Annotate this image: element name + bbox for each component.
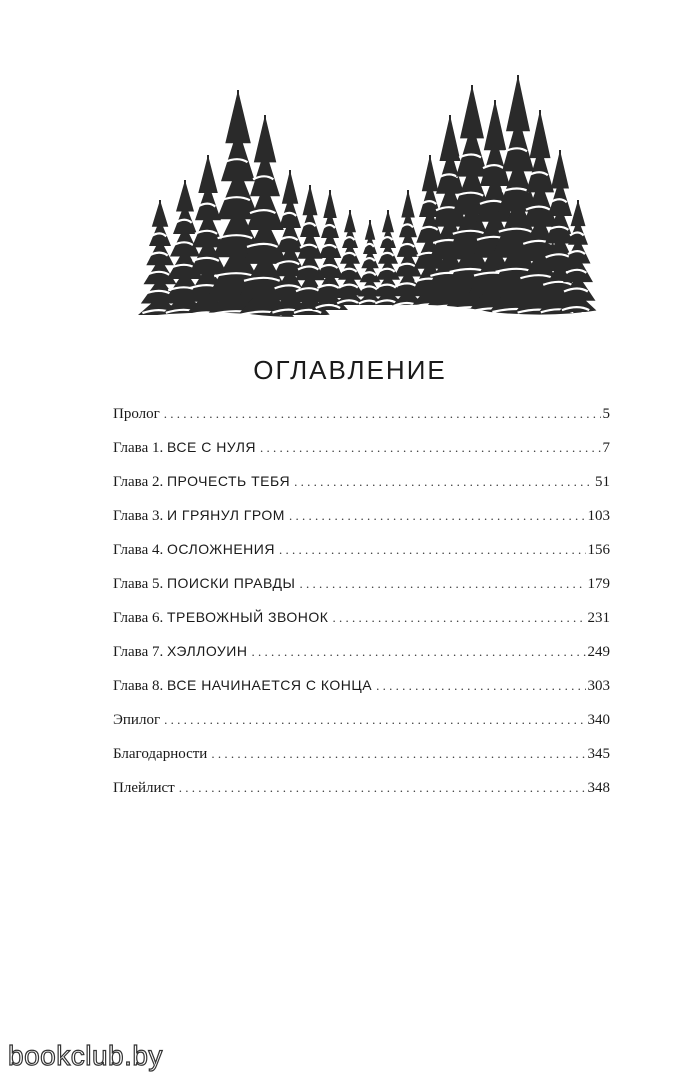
toc-page-number: 7	[602, 440, 610, 456]
toc-entry-chapter-5[interactable]	[113, 575, 610, 609]
toc-page-number: 340	[587, 712, 610, 728]
toc-page-number: 303	[587, 678, 610, 694]
forest-illustration	[130, 60, 600, 330]
toc-entry-label: Глава 3. И ГРЯНУЛ ГРОМ	[113, 507, 285, 524]
page-title: ОГЛАВЛЕНИЕ	[253, 355, 447, 385]
toc-entry-chapter-1[interactable]	[113, 439, 610, 473]
toc-entry-chapter-4[interactable]	[113, 541, 610, 575]
toc-page-number: 345	[587, 746, 610, 762]
leader-dots	[332, 610, 585, 626]
toc-entry-epilogue[interactable]	[113, 711, 610, 745]
toc-entry-label: Эпилог	[113, 712, 161, 728]
toc-entry-label: Глава 1. ВСЕ С НУЛЯ	[113, 439, 257, 456]
toc-entry-label: Глава 2. ПРОЧЕСТЬ ТЕБЯ	[113, 473, 291, 490]
toc-entry-label: Глава 8. ВСЕ НАЧИНАЕТСЯ С КОНЦА	[113, 677, 373, 694]
leader-dots	[164, 712, 585, 728]
toc-entry-label: Глава 6. ТРЕВОЖНЫЙ ЗВОНОК	[113, 609, 329, 626]
toc-entry-label: Плейлист	[113, 780, 175, 796]
toc-entry-chapter-7[interactable]	[113, 643, 610, 677]
toc-page-number: 179	[587, 576, 610, 592]
toc-entry-prologue[interactable]	[113, 405, 610, 439]
toc-entry-acknowledgements[interactable]	[113, 745, 610, 779]
toc-page-number: 156	[587, 542, 610, 558]
leader-dots	[179, 780, 586, 796]
toc-entry-label: Глава 7. ХЭЛЛОУИН	[113, 643, 248, 660]
toc-entry-chapter-3[interactable]	[113, 507, 610, 541]
leader-dots	[376, 678, 585, 694]
leader-dots	[279, 542, 586, 558]
leader-dots	[294, 474, 593, 490]
toc-entry-label: Глава 5. ПОИСКИ ПРАВДЫ	[113, 575, 296, 592]
toc-entry-chapter-6[interactable]	[113, 609, 610, 643]
toc-entry-playlist[interactable]	[113, 779, 610, 813]
toc-entry-label: Пролог	[113, 406, 160, 422]
toc-entry-chapter-2[interactable]	[113, 473, 610, 507]
toc-page-number: 51	[595, 474, 610, 490]
leader-dots	[260, 440, 600, 456]
toc-page-number: 103	[587, 508, 610, 524]
leader-dots	[251, 644, 585, 660]
toc-entry-label: Благодарности	[113, 746, 208, 762]
leader-dots	[211, 746, 585, 762]
leader-dots	[289, 508, 586, 524]
leader-dots	[299, 576, 585, 592]
table-of-contents	[113, 405, 610, 813]
leader-dots	[164, 406, 601, 422]
watermark: bookclub.by	[8, 1040, 163, 1071]
toc-page-number: 249	[587, 644, 610, 660]
toc-page-number: 231	[587, 610, 610, 626]
toc-page-number: 348	[587, 780, 610, 796]
toc-page-number: 5	[602, 406, 610, 422]
toc-entry-chapter-8[interactable]	[113, 677, 610, 711]
toc-entry-label: Глава 4. ОСЛОЖНЕНИЯ	[113, 541, 275, 558]
